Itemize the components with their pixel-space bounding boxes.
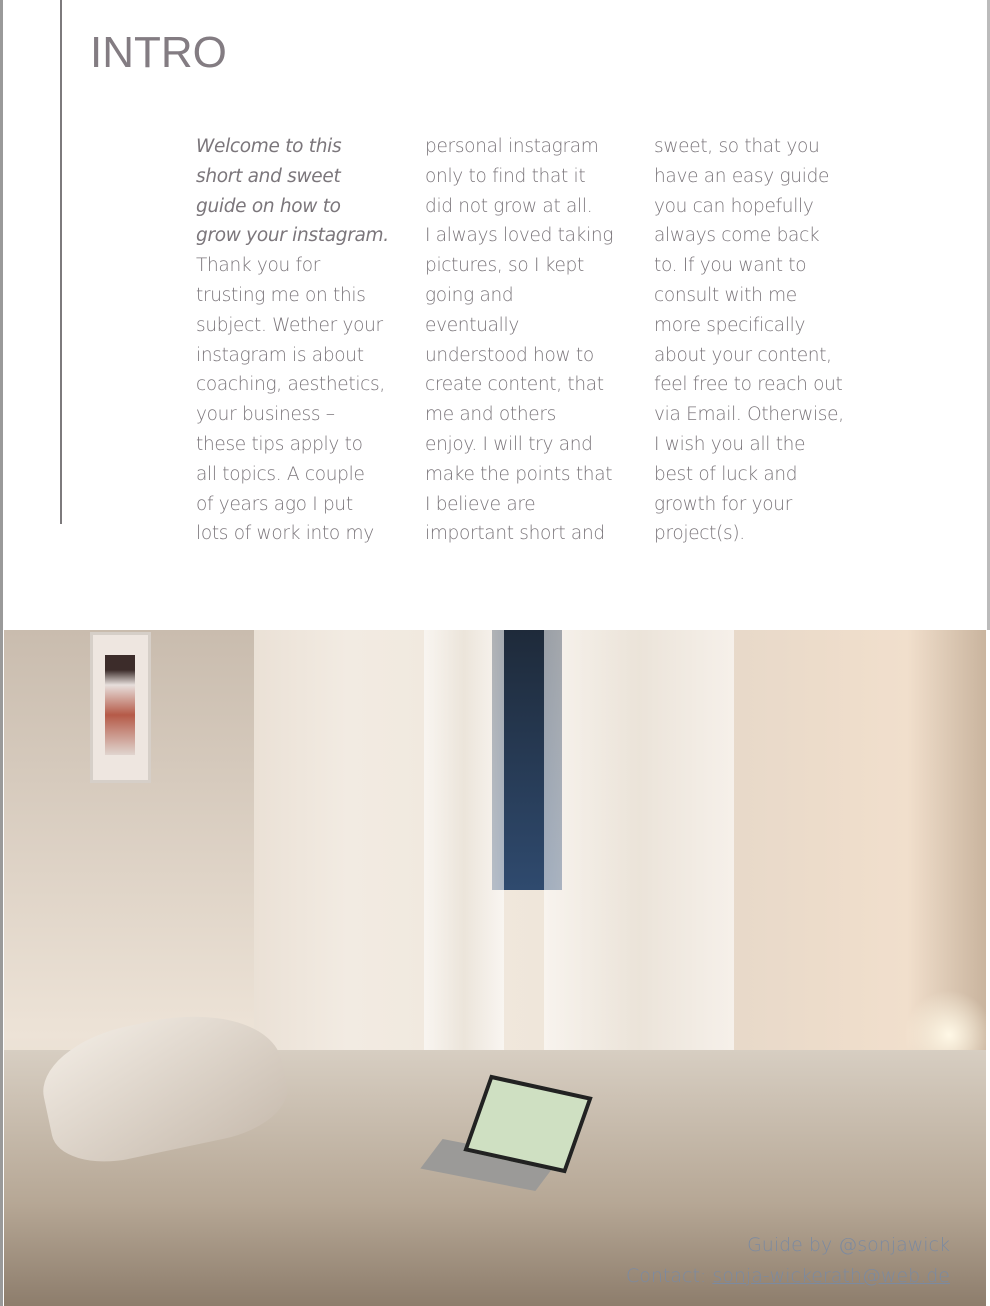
text-line: of years ago I put	[196, 493, 353, 515]
text-line: project(s).	[654, 523, 745, 545]
text-line: sweet, so that you	[654, 136, 820, 157]
text-line: trusting me on this	[196, 284, 366, 306]
text-line: I always loved taking	[425, 225, 614, 247]
italic-line: guide on how to	[196, 195, 341, 217]
text-line: feel free to reach out	[654, 374, 843, 396]
page-border	[0, 0, 3, 1306]
text-line: I believe are	[425, 493, 536, 515]
bedroom-photo	[4, 630, 986, 1306]
text-line: important short and	[425, 523, 605, 545]
text-line: only to find that it	[425, 165, 586, 187]
italic-line: Welcome to this	[196, 136, 342, 157]
guide-by-text: Guide by @sonjawick	[747, 1234, 950, 1256]
text-line: all topics. A couple	[196, 463, 365, 485]
text-line: more specifically	[654, 314, 806, 336]
text-line: your business –	[196, 404, 335, 426]
text-line: consult with me	[654, 284, 797, 306]
text-column-3	[654, 132, 879, 549]
text-line: about your content,	[654, 344, 832, 366]
text-line: did not grow at all.	[425, 195, 593, 217]
text-line: I wish you all the	[654, 433, 806, 455]
divider-line	[60, 0, 62, 524]
text-column-1	[196, 132, 421, 549]
text-line: you can hopefully	[654, 195, 814, 217]
text-line: eventually	[425, 314, 519, 336]
text-line: coaching, aesthetics,	[196, 374, 385, 396]
text-line: to. If you want to	[654, 255, 807, 277]
text-line: instagram is about	[196, 344, 364, 366]
text-line: going and	[425, 284, 514, 306]
text-line: growth for your	[654, 493, 793, 515]
text-line: these tips apply to	[196, 433, 363, 455]
text-line: create content, that	[425, 374, 604, 396]
text-line: always come back	[654, 225, 820, 247]
email-link[interactable]: sonja-wickerath@web.de	[712, 1265, 950, 1287]
text-line: via Email. Otherwise,	[654, 404, 844, 426]
text-line: enjoy. I will try and	[425, 433, 593, 455]
italic-line: short and sweet	[196, 165, 341, 187]
text-line: Thank you for	[196, 255, 321, 277]
text-line: understood how to	[425, 344, 594, 366]
wall-art	[90, 632, 151, 783]
text-line: subject. Wether your	[196, 314, 383, 336]
text-line: have an easy guide	[654, 165, 830, 187]
page-title: INTRO	[90, 28, 227, 77]
text-line: me and others	[425, 404, 556, 426]
text-line: best of luck and	[654, 463, 798, 485]
text-column-2	[425, 132, 650, 549]
text-line: make the points that	[425, 463, 613, 485]
text-line: personal instagram	[425, 136, 599, 157]
italic-line: grow your instagram.	[196, 225, 389, 247]
text-line: lots of work into my	[196, 523, 374, 545]
text-line: pictures, so I kept	[425, 255, 584, 277]
credit	[626, 1230, 950, 1292]
contact-label: Contact:	[625, 1265, 713, 1287]
